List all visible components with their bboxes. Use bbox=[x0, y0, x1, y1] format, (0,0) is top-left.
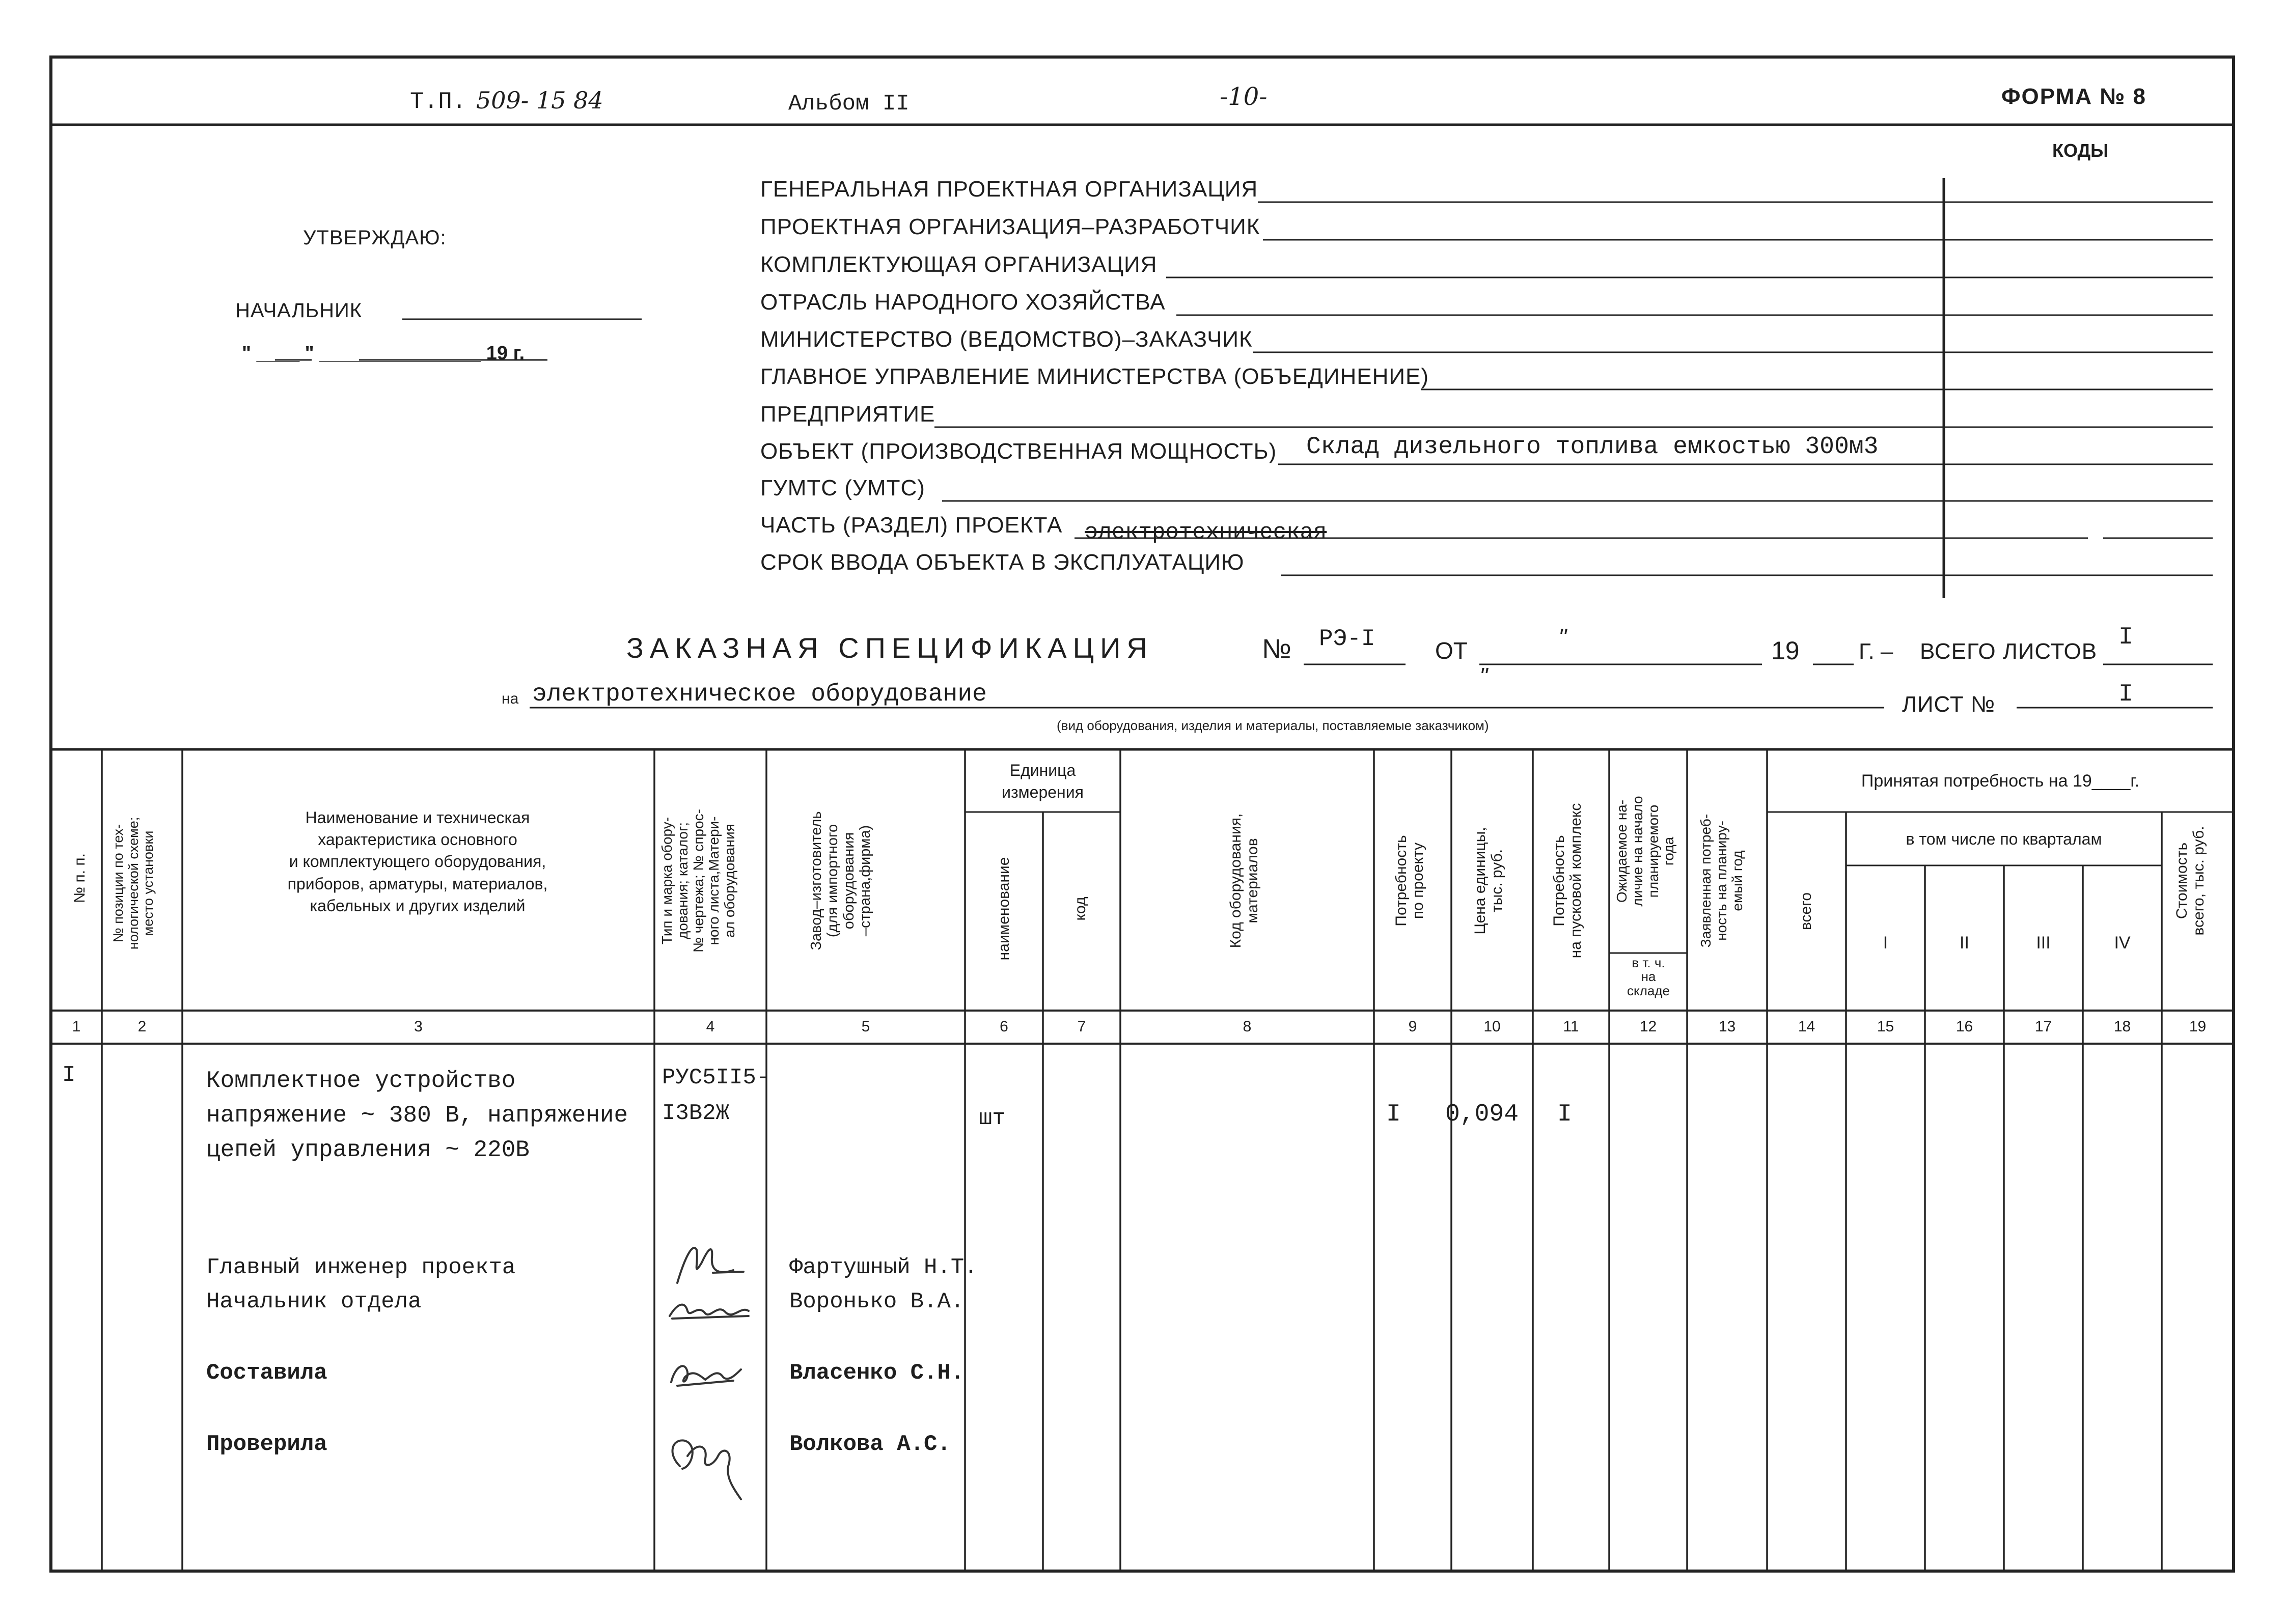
sheet-no-label: ЛИСТ № bbox=[1902, 692, 1996, 717]
org-gumts-label: ГУМТС (УМТС) bbox=[760, 475, 925, 500]
row-type-line-1: РУС5II5- bbox=[662, 1065, 770, 1090]
accepted-need-header: Принятая потребность на 19____г. bbox=[1861, 771, 2140, 791]
org-section-label: ЧАСТЬ (РАЗДЕЛ) ПРОЕКТА bbox=[760, 513, 1063, 538]
colnum-11: 11 bbox=[1563, 1018, 1579, 1035]
tp-prefix: Т.П. bbox=[410, 89, 466, 115]
colnum-1: 1 bbox=[72, 1018, 81, 1035]
form-number: ФОРМА № 8 bbox=[2001, 84, 2146, 109]
signature-name-department-head: Воронько В.А. bbox=[789, 1289, 965, 1314]
tp-number: 509- 15 84 bbox=[476, 87, 603, 114]
spec-equipment-type: электротехническое оборудование bbox=[532, 681, 987, 708]
colnum-2: 2 bbox=[137, 1018, 147, 1035]
spec-subnote: (вид оборудования, изделия и материалы, поставляемые заказчиком) bbox=[1057, 718, 1489, 733]
colnum-10: 10 bbox=[1483, 1018, 1501, 1035]
col-header-16: II bbox=[1960, 933, 1969, 953]
org-general-label: ГЕНЕРАЛЬНАЯ ПРОЕКТНАЯ ОРГАНИЗАЦИЯ bbox=[760, 177, 1258, 202]
chief-label: НАЧАЛЬНИК bbox=[235, 299, 363, 322]
spec-quote-close: " bbox=[1479, 663, 1488, 689]
approve-label: УТВЕРЖДАЮ: bbox=[303, 227, 447, 249]
col-header-18: IV bbox=[2114, 933, 2131, 953]
spec-on-prefix: на bbox=[502, 690, 519, 707]
page-number: -10- bbox=[1220, 82, 1268, 111]
org-ministry-label: МИНИСТЕРСТВО (ВЕДОМСТВО)–ЗАКАЗЧИК bbox=[760, 327, 1253, 352]
approval-date: " ____ " _______________ 19 г. bbox=[242, 343, 525, 364]
row-price: 0,094 bbox=[1445, 1101, 1519, 1128]
colnum-13: 13 bbox=[1718, 1018, 1736, 1035]
total-sheets-label: ВСЕГО ЛИСТОВ bbox=[1920, 639, 2098, 664]
colnum-6: 6 bbox=[1000, 1018, 1008, 1035]
colnum-12: 12 bbox=[1639, 1018, 1657, 1035]
codes-label: КОДЫ bbox=[2052, 140, 2109, 161]
row-name-line-3: цепей управления ~ 220В bbox=[206, 1137, 530, 1163]
row-type-line-2: I3В2Ж bbox=[662, 1101, 730, 1126]
col-header-1: № п. п. bbox=[71, 853, 88, 904]
row-unit: шт bbox=[979, 1106, 1006, 1131]
spec-year-suffix: Г. – bbox=[1859, 639, 1893, 664]
colnum-17: 17 bbox=[2034, 1018, 2052, 1035]
org-supplier-label: КОМПЛЕКТУЮЩАЯ ОРГАНИЗАЦИЯ bbox=[760, 252, 1158, 277]
row-number: I bbox=[62, 1062, 76, 1088]
row-need-launch: I bbox=[1557, 1101, 1572, 1128]
sheet-no-value: I bbox=[2118, 681, 2133, 708]
col-header-14: всего bbox=[1798, 892, 1814, 931]
col-header-9: Потребность по проекту bbox=[1393, 835, 1426, 927]
col-header-13: Заявленная потреб- ность на планиру- емый год bbox=[1698, 814, 1745, 948]
org-object-value: Склад дизельного топлива емкостью 300м3 bbox=[1306, 433, 1879, 461]
org-section-value: электротехническая bbox=[1085, 520, 1327, 545]
colnum-8: 8 bbox=[1243, 1018, 1252, 1035]
col-header-12: Ожидаемое на- личие на начало планируемого года bbox=[1614, 796, 1677, 907]
signature-name-checked: Волкова А.С. bbox=[789, 1432, 951, 1457]
spec-no-label: № bbox=[1262, 634, 1291, 664]
spec-no-value: РЭ-I bbox=[1319, 626, 1375, 652]
signature-name-chief-engineer: Фартушный Н.Т. bbox=[789, 1255, 978, 1280]
colnum-9: 9 bbox=[1408, 1018, 1417, 1035]
org-developer-label: ПРОЕКТНАЯ ОРГАНИЗАЦИЯ–РАЗРАБОТЧИК bbox=[760, 214, 1260, 239]
col-header-15: I bbox=[1883, 933, 1888, 953]
org-object-label: ОБЪЕКТ (ПРОИЗВОДСТВЕННАЯ МОЩНОСТЬ) bbox=[760, 439, 1277, 464]
col-header-7: код bbox=[1072, 897, 1089, 921]
col-header-12b: в т. ч. на складе bbox=[1627, 955, 1670, 998]
colnum-4: 4 bbox=[706, 1018, 715, 1035]
col-header-10: Цена единицы, тыс. руб. bbox=[1472, 827, 1505, 935]
unit-group-header: Единица измерения bbox=[1002, 761, 1084, 802]
spec-year: 19 bbox=[1771, 636, 1800, 665]
org-industry-label: ОТРАСЛЬ НАРОДНОГО ХОЗЯЙСТВА bbox=[760, 290, 1166, 315]
signature-role-checked: Проверила bbox=[206, 1432, 327, 1457]
col-header-17: III bbox=[2036, 933, 2051, 953]
signature-role-compiled: Составила bbox=[206, 1360, 327, 1386]
col-header-19: Стоимость всего, тыс. руб. bbox=[2173, 826, 2207, 936]
col-header-6: наименование bbox=[996, 857, 1012, 961]
spec-title: ЗАКАЗНАЯ СПЕЦИФИКАЦИЯ bbox=[626, 632, 1153, 664]
colnum-15: 15 bbox=[1877, 1018, 1894, 1035]
org-directorate-label: ГЛАВНОЕ УПРАВЛЕНИЕ МИНИСТЕРСТВА (ОБЪЕДИНЕНИЕ) bbox=[760, 364, 1429, 389]
row-need: I bbox=[1386, 1101, 1401, 1128]
org-deadline-label: СРОК ВВОДА ОБЪЕКТА В ЭКСПЛУАТАЦИЮ bbox=[760, 550, 1245, 575]
colnum-18: 18 bbox=[2113, 1018, 2131, 1035]
col-header-8: Код оборудования, материалов bbox=[1227, 813, 1261, 948]
colnum-14: 14 bbox=[1798, 1018, 1815, 1035]
row-name-line-1: Комплектное устройство bbox=[206, 1068, 516, 1094]
signature-role-chief-engineer: Главный инженер проекта bbox=[206, 1255, 516, 1280]
colnum-19: 19 bbox=[2189, 1018, 2207, 1035]
col-header-4: Тип и марка обору- дования; каталог; № чертежа; № спрос- ного листа,Матери- ал оборудования bbox=[659, 809, 738, 953]
album-label: Альбом II bbox=[788, 91, 910, 117]
total-sheets-value: I bbox=[2118, 624, 2133, 651]
signature-name-compiled: Власенко С.Н. bbox=[789, 1360, 965, 1386]
spec-from-label: ОТ bbox=[1435, 637, 1468, 664]
col-header-5: Завод–изготовитель (для импортного оборудования –страна,фирма) bbox=[808, 811, 873, 950]
col-header-11: Потребность на пусковой комплекс bbox=[1551, 803, 1584, 959]
colnum-16: 16 bbox=[1956, 1018, 1973, 1035]
org-enterprise-label: ПРЕДПРИЯТИЕ bbox=[760, 402, 935, 427]
colnum-7: 7 bbox=[1077, 1018, 1086, 1035]
colnum-5: 5 bbox=[861, 1018, 870, 1035]
row-name-line-2: напряжение ~ 380 В, напряжение bbox=[206, 1102, 628, 1129]
colnum-3: 3 bbox=[414, 1018, 423, 1035]
col-header-2: № позиции по тех- нологической схеме; место установки bbox=[111, 817, 156, 950]
spec-quote-open: " bbox=[1558, 624, 1567, 650]
quarters-header: в том числе по кварталам bbox=[1906, 830, 2102, 848]
col-header-3: Наименование и техническая характеристика основного и комплектующего оборудования, приборов, арматуры, материалов, кабельных и других изделий bbox=[287, 808, 548, 915]
signature-role-department-head: Начальник отдела bbox=[206, 1289, 422, 1314]
